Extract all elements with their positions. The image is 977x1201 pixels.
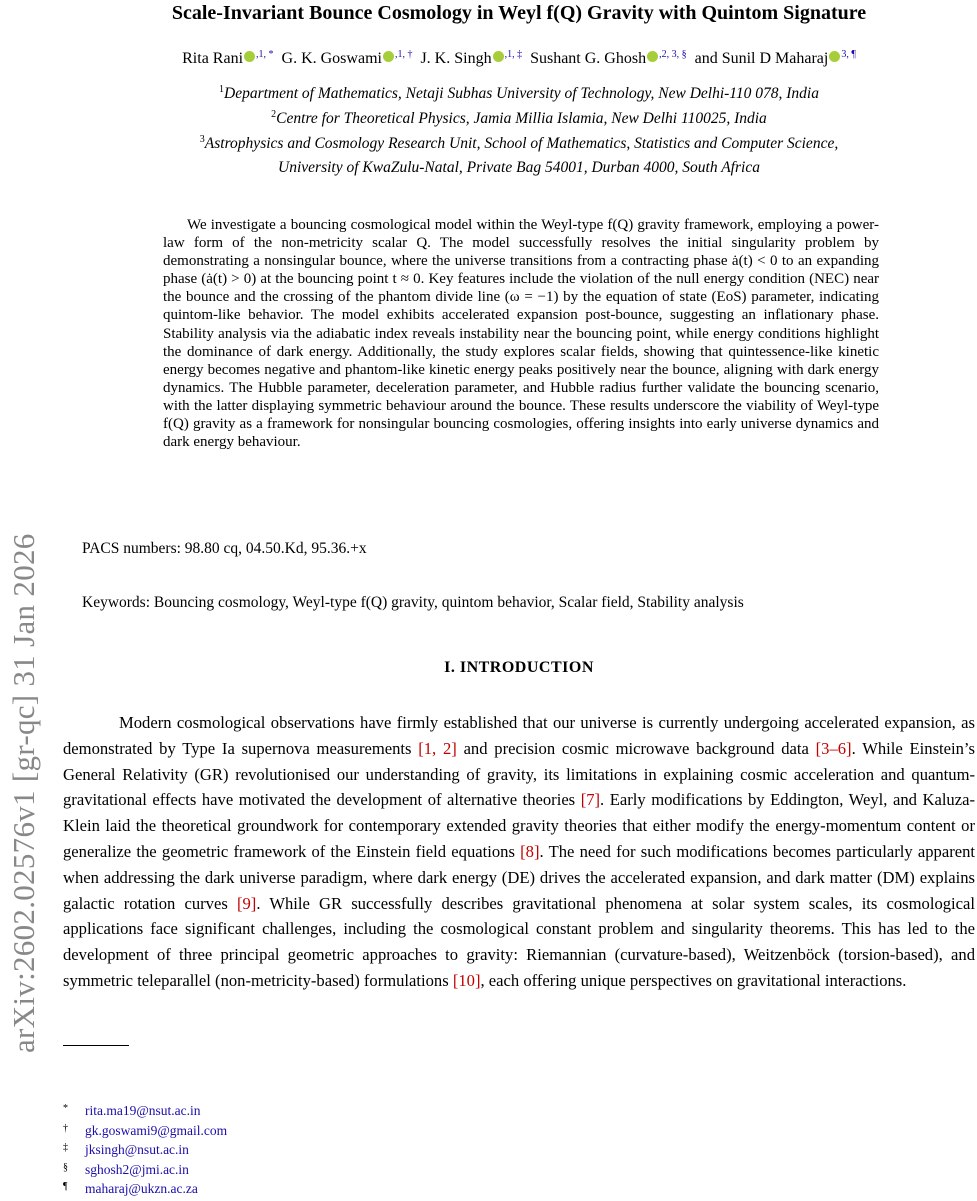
footnote-mark: ¶ — [63, 1181, 68, 1192]
footnote-divider — [63, 1045, 129, 1046]
introduction-paragraph — [63, 710, 975, 994]
author-name: and Sunil D Maharaj — [694, 50, 829, 67]
keywords: Keywords: Bouncing cosmology, Weyl-type f(Q) gravity, quintom behavior, Scalar field, Stability analysis — [82, 594, 744, 611]
text-run: , each offering unique perspectives on gravitational interactions. — [480, 970, 907, 990]
footnote-mark: † — [63, 1122, 68, 1134]
author-marks[interactable]: 3, ¶ — [841, 49, 856, 60]
email-link[interactable]: gk.goswami9@gmail.com — [85, 1122, 228, 1138]
text-run: . While GR successfully describes gravitational phenomena at solar system scales, its cosmological applications face significant challenges, including the cosmological constant problem and singularity theorems. This has led to the development of three principal geometric approaches to gravity: Riemannian (curvature-based), Weitzenböck (torsion-based), and symmetric teleparallel (non-metricity-based) formulations — [63, 893, 975, 990]
footnotes — [63, 1103, 227, 1201]
abstract: We investigate a bouncing cosmological model within the Weyl-type f(Q) gravity framework, employing a power-law form of the non-metricity scalar Q. The model successfully resolves the initial singularity problem by demonstrating a nonsingular bounce, where the universe transitions from a contracting phase ȧ(t) < 0 to an expanding phase (ȧ(t) > 0) at the bouncing point t ≈ 0. Key features include the violation of the null energy condition (NEC) near the bounce and the crossing of the phantom divide line (ω = −1) by the equation of state (EoS) parameter, indicating quintom-like behavior. The model exhibits accelerated expansion post-bounce, suggesting an inflationary phase. Stability analysis via the adiabatic index reveals instability near the bouncing point, while energy conditions highlight the dominance of dark energy. Additionally, the study explores scalar fields, showing that quintessence-like kinetic energy becomes negative and phantom-like kinetic energy peaks positively near the bounce, aligning with dark energy dynamics. The Hubble parameter, deceleration parameter, and Hubble radius further validate the bouncing scenario, with the latter displaying symmetric behaviour around the bounce. These results underscore the viability of Weyl-type f(Q) gravity as a framework for nonsingular bouncing cosmologies, offering insights into early universe dynamics and dark energy behaviour. — [163, 217, 879, 451]
footnote-mark: ‡ — [63, 1142, 68, 1153]
section-heading-introduction: I. INTRODUCTION — [444, 659, 594, 676]
author-name: Rita Rani — [182, 50, 244, 67]
affiliation-mark: 1 — [219, 84, 225, 95]
affiliation — [72, 109, 966, 128]
affiliation-mark: 2 — [271, 109, 277, 120]
affiliation-text: Department of Mathematics, Netaji Subhas University of Technology, New Delhi-110 078, India — [224, 85, 819, 102]
text-run: . The need for such modifications becomes particularly apparent when addressing the dark universe paradigm, where dark energy (DE) drives the accelerated expansion, and dark matter (DM) explains galactic rotation curves — [63, 841, 975, 913]
affiliation-mark: 3 — [199, 134, 205, 145]
paper-title: Scale-Invariant Bounce Cosmology in Weyl f(Q) Gravity with Quintom Signature — [171, 2, 867, 24]
email-link[interactable]: maharaj@ukzn.ac.za — [85, 1181, 198, 1196]
affiliation-text: Centre for Theoretical Physics, Jamia Millia Islamia, New Delhi 110025, India — [276, 110, 767, 127]
footnote — [63, 1103, 227, 1123]
email-link[interactable]: jksingh@nsut.ac.in — [85, 1142, 189, 1157]
affiliation-text: Astrophysics and Cosmology Research Unit, School of Mathematics, Statistics and Computer Science, — [204, 135, 839, 152]
citation-link[interactable]: [9] — [236, 893, 257, 913]
text-run: . Early modifications by Eddington, Weyl, and Kaluza-Klein laid the theoretical groundwork for contemporary extended gravity theories that either modify the energy-momentum content or generalize the geometric framework of the Einstein field equations — [63, 790, 975, 861]
pacs-numbers: PACS numbers: 98.80 cq, 04.50.Kd, 95.36.+x — [82, 540, 367, 557]
email-link[interactable]: rita.ma19@nsut.ac.in — [85, 1103, 201, 1118]
footnote-mark: § — [63, 1161, 68, 1173]
footnote — [63, 1162, 227, 1182]
citation-link[interactable]: [7] — [580, 790, 601, 810]
footnote — [63, 1181, 227, 1201]
affiliation — [72, 159, 966, 177]
footnote — [63, 1123, 227, 1143]
arxiv-sidebar-stamp: arXiv:2602.02576v1 [gr-qc] 31 Jan 2026 — [6, 533, 41, 1053]
orcid-icon[interactable] — [244, 51, 255, 62]
affiliation — [72, 84, 966, 103]
author-name: G. K. Goswami — [281, 50, 382, 67]
orcid-icon[interactable] — [493, 51, 504, 62]
text-run: and precision cosmic microwave background data — [456, 738, 816, 758]
text-run: Modern cosmological observations have firmly established that our universe is currently undergoing accelerated expansion, as demonstrated by Type Ia supernova measurements — [63, 713, 975, 758]
author-list — [72, 49, 966, 68]
citation-link[interactable]: [8] — [520, 841, 540, 861]
orcid-icon[interactable] — [829, 51, 840, 62]
footnote — [63, 1142, 227, 1162]
citation-link[interactable]: [3–6] — [815, 738, 852, 758]
author-name: J. K. Singh — [420, 50, 492, 67]
footnote-mark: * — [63, 1103, 68, 1114]
author-marks[interactable]: ,1, * — [256, 49, 274, 60]
author-name: Sushant G. Ghosh — [530, 50, 647, 67]
citation-link[interactable]: [1, 2] — [418, 738, 457, 758]
author-marks[interactable]: ,2, 3, § — [659, 49, 687, 60]
author-marks[interactable]: ,1, ‡ — [504, 49, 523, 60]
affiliation-text: University of KwaZulu-Natal, Private Bag 54001, Durban 4000, South Africa — [278, 159, 760, 176]
citation-link[interactable]: [10] — [452, 970, 481, 990]
affiliation — [72, 134, 966, 153]
orcid-icon[interactable] — [383, 51, 394, 62]
author-marks[interactable]: ,1, † — [394, 49, 413, 60]
text-run: . While Einstein’s General Relativity (GR) revolutionised our understanding of gravity, its limitations in explaining cosmic acceleration and quantum-gravitational effects have motivated the development of alternative theories — [63, 738, 975, 810]
email-link[interactable]: sghosh2@jmi.ac.in — [85, 1161, 189, 1177]
orcid-icon[interactable] — [647, 51, 658, 62]
